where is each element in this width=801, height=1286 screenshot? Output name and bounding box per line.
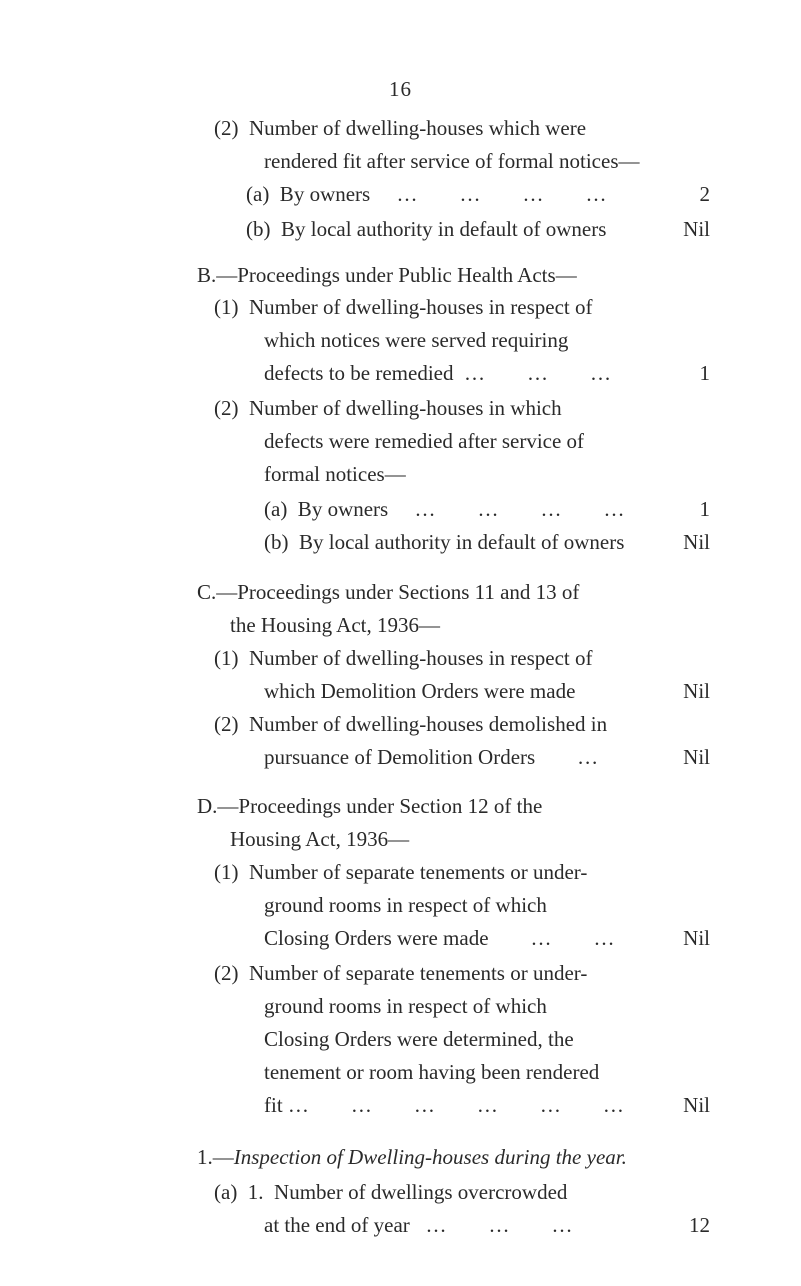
a2-heading-line-1: (2) Number of dwelling-houses which were xyxy=(214,116,587,140)
a2-item-b-value: Nil xyxy=(683,217,710,241)
b-item1-line-2: which notices were served requiring xyxy=(264,328,569,352)
c-item2-value: Nil xyxy=(683,745,710,769)
a2-item-a-label: (a) By owners … … … … xyxy=(246,182,607,206)
b-item1-line-3: defects to be remedied … … … xyxy=(264,361,611,385)
c-item1-line-2: which Demolition Orders were made xyxy=(264,679,576,703)
section-1-item-a-line-1: (a) 1. Number of dwellings overcrowded xyxy=(214,1180,568,1204)
b-item2-line-2: defects were remedied after service of xyxy=(264,429,585,453)
b-item2-line-3: formal notices— xyxy=(264,462,406,486)
b-heading: B.—Proceedings under Public Health Acts— xyxy=(197,263,577,287)
c-item1-value: Nil xyxy=(683,679,710,703)
section-1-item-a-line-2: at the end of year … … … xyxy=(264,1213,573,1237)
b-item1-line-1: (1) Number of dwelling-houses in respect of xyxy=(214,295,593,319)
c-item2-line-2: pursuance of Demolition Orders … xyxy=(264,745,599,769)
d-item2-line-1: (2) Number of separate tenements or under- xyxy=(214,961,588,985)
d-item1-line-3: Closing Orders were made … … xyxy=(264,926,615,950)
a2-item-b-label: (b) By local authority in default of owners xyxy=(246,217,607,241)
d-item2-line-4: tenement or room having been rendered xyxy=(264,1060,600,1084)
c-heading-line-1: C.—Proceedings under Sections 11 and 13 of xyxy=(197,580,580,604)
b-item-b-value: Nil xyxy=(683,530,710,554)
c-heading-line-2: the Housing Act, 1936— xyxy=(230,613,440,637)
c-item1-line-1: (1) Number of dwelling-houses in respect of xyxy=(214,646,593,670)
d-heading-line-1: D.—Proceedings under Section 12 of the xyxy=(197,794,543,818)
section-1-heading xyxy=(197,1145,627,1169)
d-item2-line-3: Closing Orders were determined, the xyxy=(264,1027,574,1051)
a2-item-a-value: 2 xyxy=(699,182,710,206)
b-item2-line-1: (2) Number of dwelling-houses in which xyxy=(214,396,562,420)
d-item2-line-5: fit … … … … … … xyxy=(264,1093,624,1117)
section-1-heading-prefix: 1.— xyxy=(197,1145,234,1169)
d-item1-line-1: (1) Number of separate tenements or under- xyxy=(214,860,588,884)
d-heading-line-2: Housing Act, 1936— xyxy=(230,827,410,851)
c-item2-line-1: (2) Number of dwelling-houses demolished in xyxy=(214,712,608,736)
d-item2-value: Nil xyxy=(683,1093,710,1117)
b-item-a-label: (a) By owners … … … … xyxy=(264,497,625,521)
d-item1-line-2: ground rooms in respect of which xyxy=(264,893,547,917)
section-1-item-a-value: 12 xyxy=(689,1213,710,1237)
d-item1-value: Nil xyxy=(683,926,710,950)
page-number: 16 xyxy=(389,77,412,101)
b-item-a-value: 1 xyxy=(699,497,710,521)
a2-heading-line-2: rendered fit after service of formal notices— xyxy=(264,149,640,173)
b-item1-value: 1 xyxy=(699,361,710,385)
section-1-heading-title: Inspection of Dwelling-houses during the year. xyxy=(233,1145,627,1169)
b-item-b-label: (b) By local authority in default of owners xyxy=(264,530,625,554)
d-item2-line-2: ground rooms in respect of which xyxy=(264,994,547,1018)
